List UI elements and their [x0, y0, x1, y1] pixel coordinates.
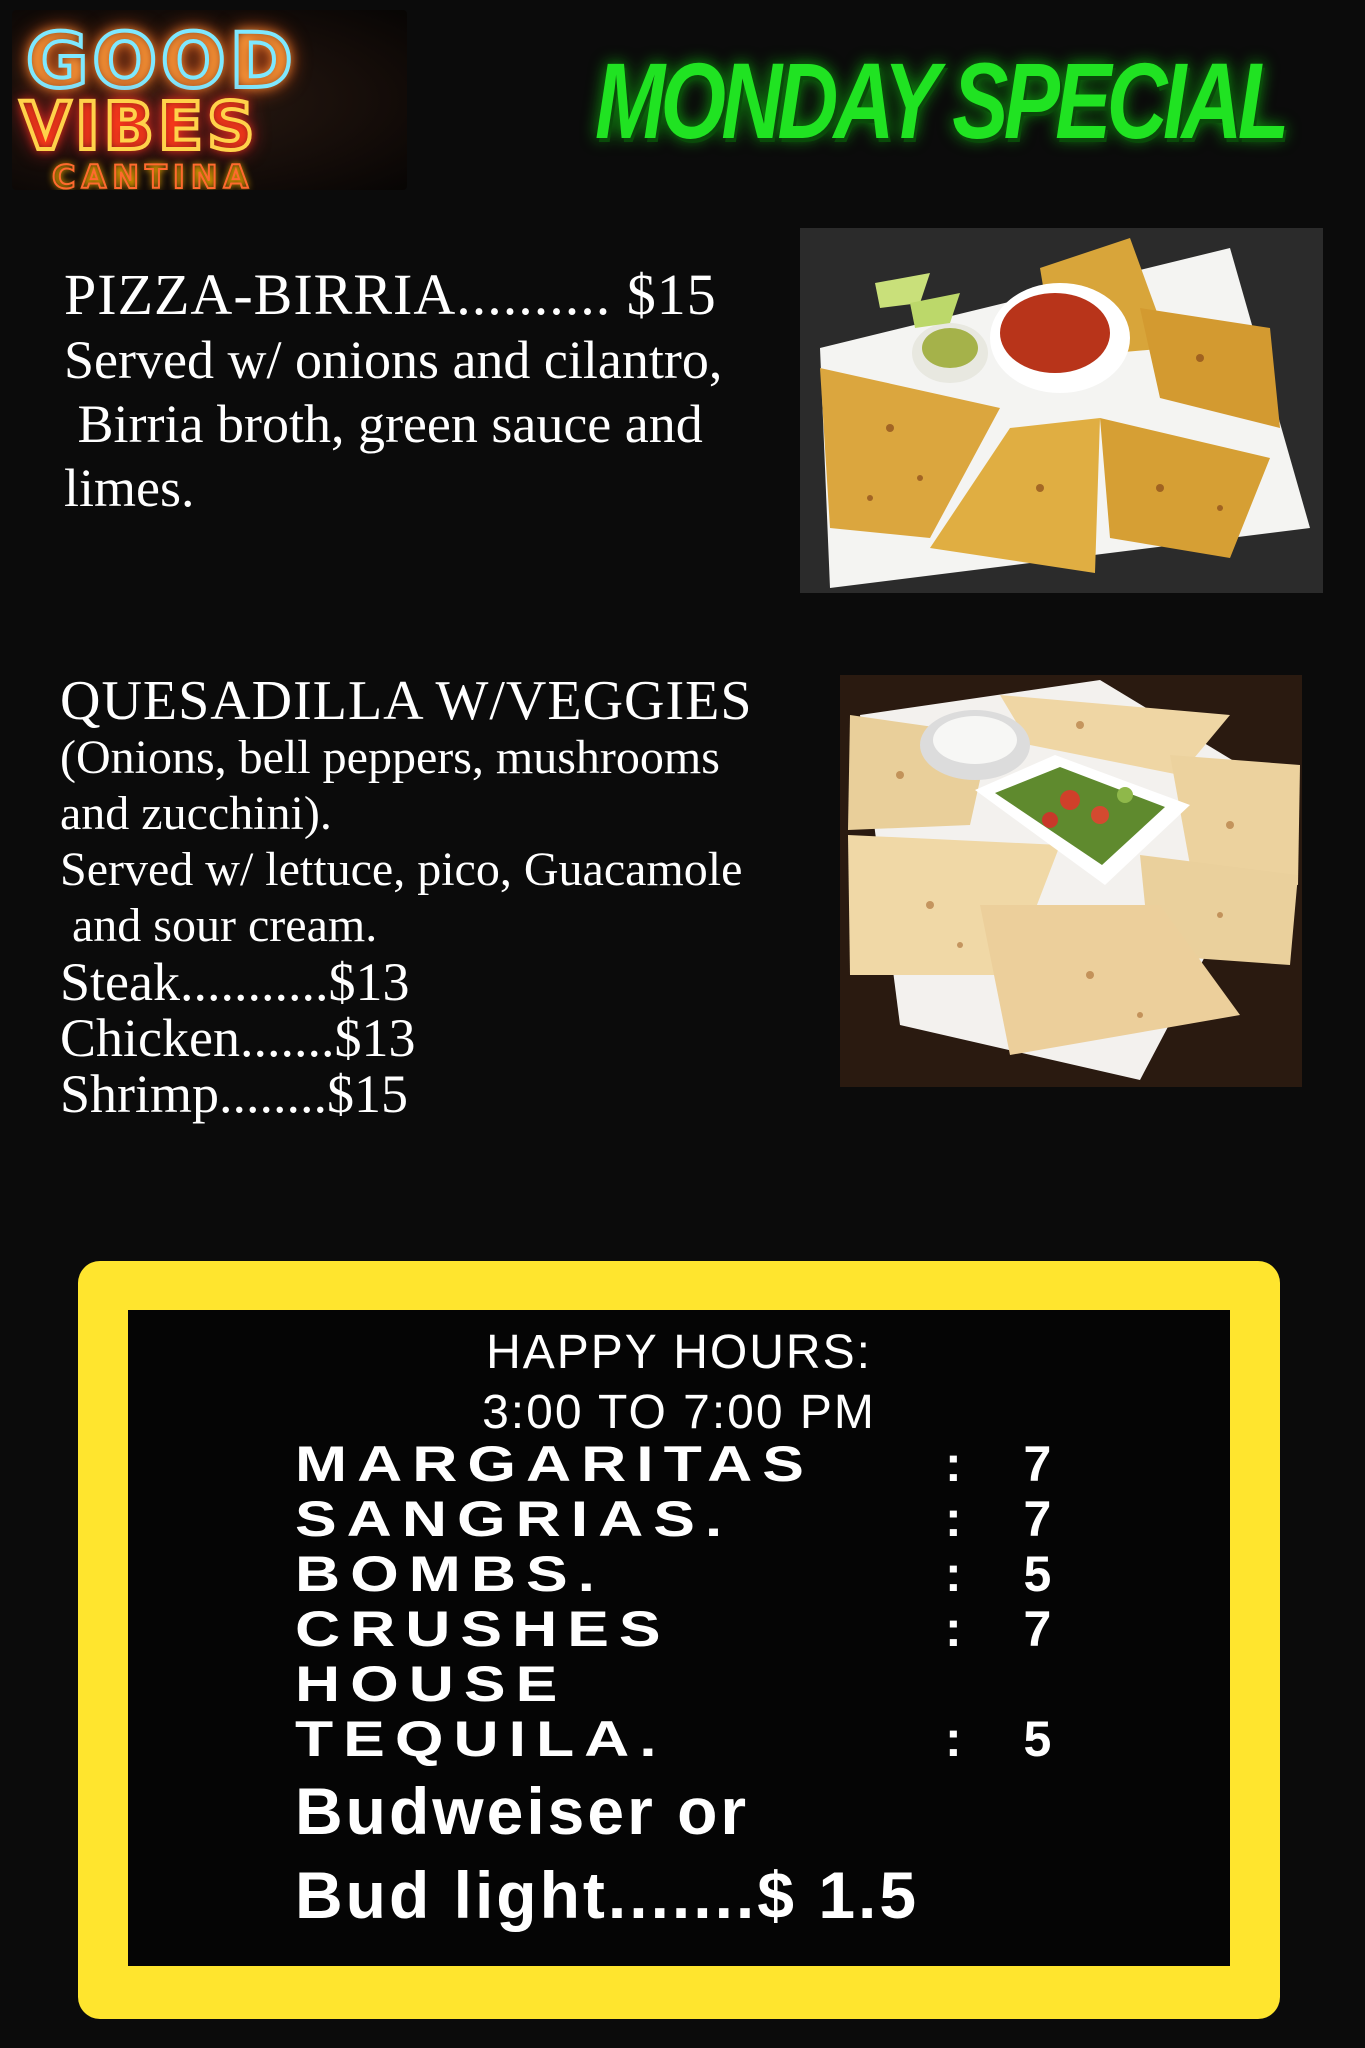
item-description-line: Served w/ lettuce, pico, Guacamole — [60, 843, 743, 896]
good-vibes-cantina-logo — [12, 10, 407, 190]
item-description-line: (Onions, bell peppers, mushrooms — [60, 731, 720, 784]
drink-name-bombs: BOMBS. — [295, 1546, 605, 1602]
beer-line-1: Budweiser or — [295, 1774, 750, 1848]
logo-vibes: VIBES — [20, 88, 259, 165]
drink-price-tequila: : 5 — [945, 1711, 1076, 1767]
item-description-line: and zucchini). — [60, 787, 332, 840]
page-title: MONDAY SPECIAL — [595, 40, 1285, 161]
item-description-line: Served w/ onions and cilantro, — [64, 330, 723, 390]
item-description-line: Birria broth, green sauce and — [64, 394, 703, 454]
drink-price-bombs: : 5 — [945, 1546, 1076, 1602]
menu-item-quesadilla — [60, 672, 850, 1122]
drink-price-sangrias: : 7 — [945, 1491, 1076, 1547]
beer-line-2: Bud light.......$ 1.5 — [295, 1858, 920, 1932]
drink-name-sangrias: SANGRIAS. — [295, 1491, 733, 1547]
price-chicken: Chicken.......$13 — [60, 1008, 416, 1068]
item-description-line: and sour cream. — [60, 899, 378, 952]
drink-price-margaritas: : 7 — [945, 1436, 1076, 1492]
price-shrimp: Shrimp........$15 — [60, 1064, 409, 1124]
logo-good: GOOD — [26, 16, 297, 105]
logo-cantina: CANTINA — [52, 158, 255, 190]
drink-price-crushes: : 7 — [945, 1601, 1076, 1657]
pizza-birria-photo — [800, 228, 1323, 593]
drink-name-margaritas: MARGARITAS — [295, 1436, 814, 1492]
price-steak: Steak...........$13 — [60, 952, 410, 1012]
happy-hours-time: 3:00 TO 7:00 PM — [482, 1386, 876, 1439]
drink-name-crushes: CRUSHES — [295, 1601, 671, 1657]
happy-hours-title: HAPPY HOURS: — [486, 1326, 872, 1379]
quesadilla-photo — [840, 675, 1302, 1087]
menu-item-pizza-birria — [64, 262, 804, 520]
drink-name-tequila: TEQUILA. — [295, 1711, 667, 1767]
item-heading: QUESADILLA W/VEGGIES — [60, 670, 753, 732]
drink-name-house: HOUSE — [295, 1656, 568, 1712]
item-description-line: limes. — [64, 458, 195, 518]
item-heading: PIZZA-BIRRIA.......... $15 — [64, 262, 717, 327]
